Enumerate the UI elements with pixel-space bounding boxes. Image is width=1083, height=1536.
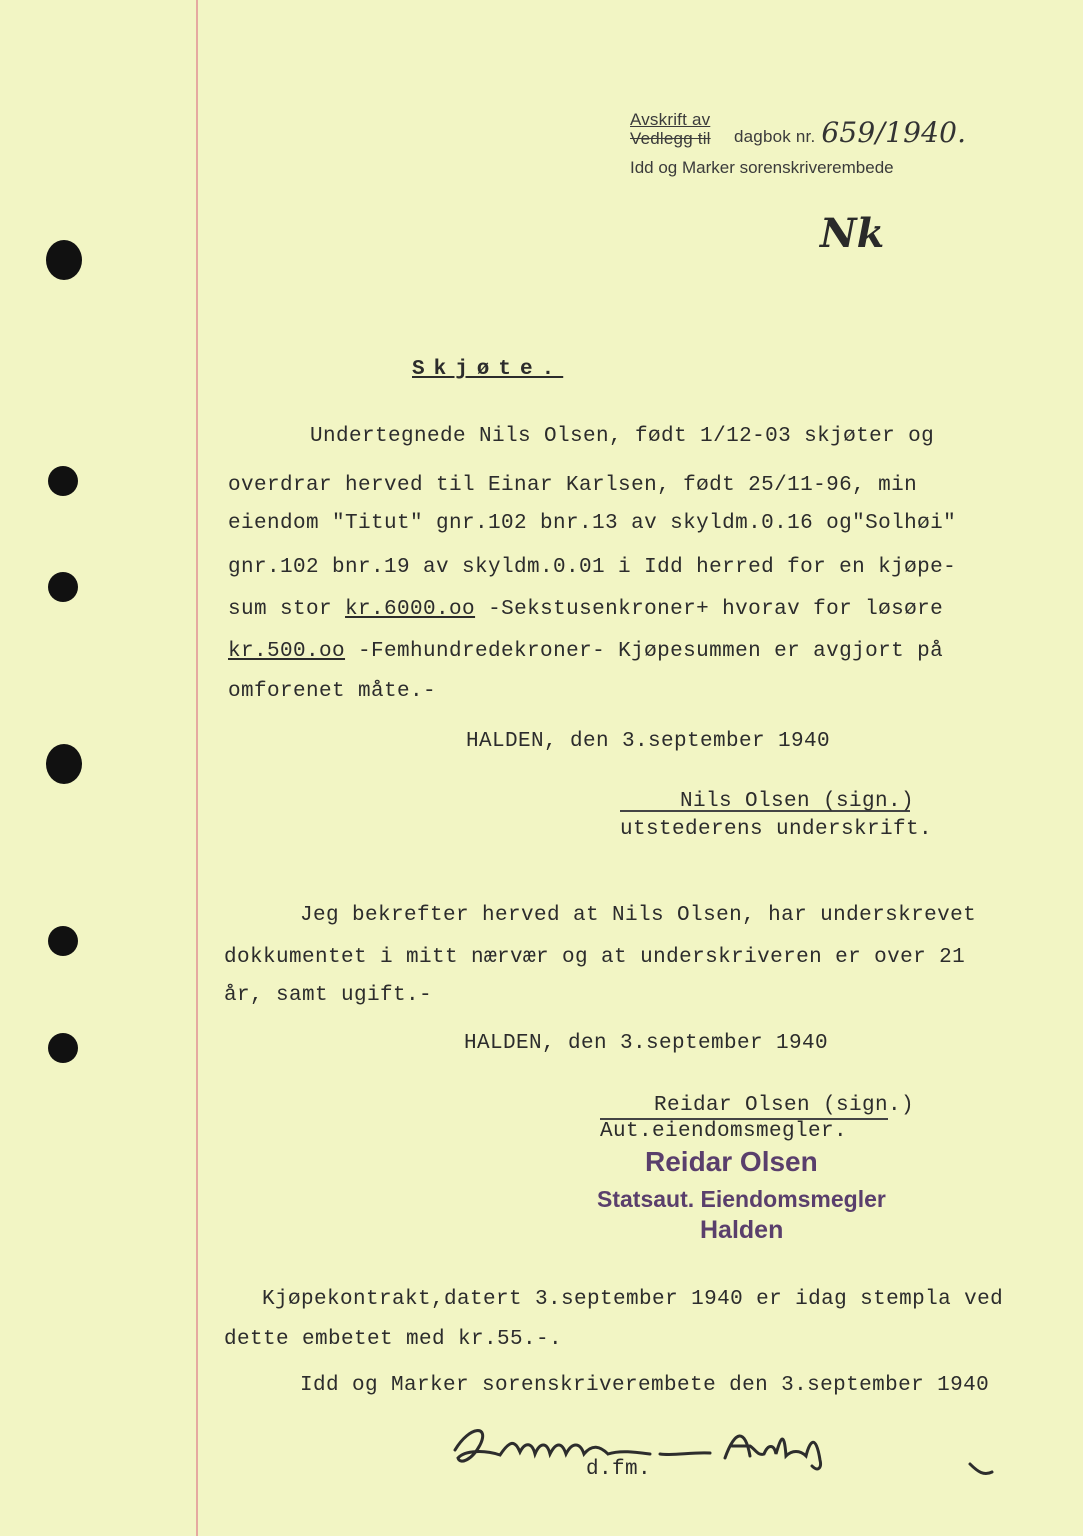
signer-name: Nils Olsen (sign.) bbox=[680, 790, 915, 813]
footer-line: Kjøpekontrakt,datert 3.september 1940 er idag stempla ved bbox=[262, 1288, 1004, 1311]
header-stamp bbox=[630, 110, 967, 149]
punch-hole bbox=[46, 240, 82, 280]
signer-role: utstederens underskrift. bbox=[620, 818, 933, 841]
witness-line: år, samt ugift.- bbox=[224, 984, 433, 1007]
dagbok-reference bbox=[734, 116, 966, 149]
header-line-top: Avskrift av bbox=[630, 110, 711, 129]
body-line: overdrar herved til Einar Karlsen, født 25/11-96, min bbox=[228, 474, 918, 497]
footer-title: d.fm. bbox=[586, 1458, 652, 1481]
place-date: HALDEN, den 3.september 1940 bbox=[464, 1032, 829, 1055]
punch-hole bbox=[48, 1033, 78, 1063]
amount-movables: kr.500.oo bbox=[228, 640, 346, 663]
body-line: gnr.102 bnr.19 av skyldm.0.01 i Idd herred for en kjøpe- bbox=[228, 556, 957, 579]
body-line: Undertegnede Nils Olsen, født 1/12-03 skjøter og bbox=[310, 425, 935, 448]
footer-line: dette embetet med kr.55.-. bbox=[224, 1328, 563, 1351]
place-date: HALDEN, den 3.september 1940 bbox=[466, 730, 831, 753]
punch-hole bbox=[46, 744, 82, 784]
stamp-title: Statsaut. Eiendomsmegler bbox=[597, 1186, 886, 1212]
witness-role: Aut.eiendomsmegler. bbox=[600, 1120, 848, 1143]
amount-total: kr.6000.oo bbox=[345, 598, 476, 621]
dagbok-number: 659/1940. bbox=[821, 116, 967, 149]
body-text: -Sekstusenkroner+ hvorav for løsøre bbox=[475, 598, 944, 621]
stamp-name: Reidar Olsen bbox=[645, 1146, 818, 1177]
stamp-city: Halden bbox=[700, 1216, 784, 1244]
dagbok-label: dagbok nr. bbox=[734, 127, 816, 146]
punch-hole bbox=[48, 926, 78, 956]
header-line-strike: Vedlegg til bbox=[630, 129, 711, 148]
body-text: -Femhundredekroner- Kjøpesummen er avgjort på bbox=[345, 640, 944, 663]
witness-line: Jeg bekrefter herved at Nils Olsen, har underskrevet bbox=[300, 904, 977, 927]
footer-line: Idd og Marker sorenskriverembete den 3.september 1940 bbox=[300, 1374, 990, 1397]
body-line bbox=[228, 640, 943, 663]
document-title: Skjøte. bbox=[412, 358, 564, 381]
body-line: omforenet måte.- bbox=[228, 680, 437, 703]
body-line: eiendom "Titut" gnr.102 bnr.13 av skyldm.0.16 og"Solhøi" bbox=[228, 512, 957, 535]
punch-hole bbox=[48, 572, 78, 602]
punch-hole bbox=[48, 466, 78, 496]
witness-line: dokkumentet i mitt nærvær og at underskriveren er over 21 bbox=[224, 946, 966, 969]
margin-line bbox=[196, 0, 198, 1536]
header-office: Idd og Marker sorenskriverembede bbox=[630, 158, 894, 177]
body-line bbox=[228, 598, 943, 621]
body-text: sum stor bbox=[228, 598, 346, 621]
witness-name: Reidar Olsen (sign.) bbox=[654, 1094, 915, 1117]
handwritten-signature bbox=[450, 1420, 1010, 1480]
handwritten-initials: Nk bbox=[820, 210, 885, 257]
